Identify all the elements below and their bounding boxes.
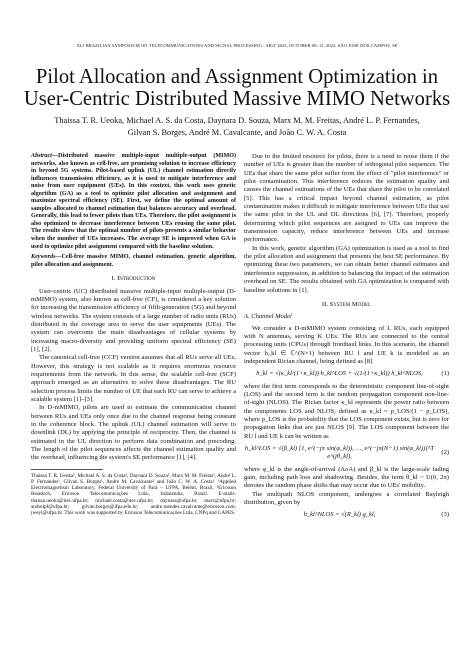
equation-2 (244, 445, 449, 462)
equation-2-body: h_kl^LOS = √(β_kl) [1, e^(−jπ sin(φ_kl)), …, e^(−jπ(N−1) sin(φ_kl))]^T e^(jθ_kl), (244, 445, 435, 461)
equation-3-body: h_kl^NLOS = √(R_kl) g_kl, (303, 511, 376, 519)
abstract (31, 153, 236, 251)
abstract-text: —Distributed massive multiple-input multiple-output (MIMO) networks, also known as cell-free, are promising solution to increase efficiency in beyond 5G systems. Pilot-based uplink (UL) channel estimation directly influences transmission efficiency, as it is used to mitigate interference and noise from user equipment (UEs). In this context, this work uses genetic algorithm (GA) as a tool to optimize pilot allocation and assignment and maximize spectral efficiency (SE). First, we define the optimal amount of samples allocated to channel estimation that balances accuracy and overhead. Generally, this lead to fewer pilots than UEs. Therefore, the pilot assignment is also optimized to decrease interference between UEs reusing the same pilot. The results show that the optimal number of pilots presents a similar behavior when the number of UEs increases. The average SE is improved when GA is used to optimize pilot assignment compared with the baseline solution. (31, 153, 236, 250)
equation-1-number: (1) (441, 370, 449, 378)
intro-paragraph-3: In D-mMIMO, pilots are used to estimate the communication channel between RUs and UEs only once due to the channel response being constant in the coherence block. The uplink (UL) channel estimation will serve to downlink (DL) by applying the principle of reciprocity. Then, the channel is estimated in the UL direction to perform data combination and precoding. The length of the pilot sequences affects the channel estimation quality and the overhead, influencing the system's SE performance [1], [4]. (31, 404, 236, 462)
conference-header: XLI BRAZILIAN SYMPOSIUM ON TELECOMMUNICATIONS AND SIGNAL PROCESSING - SBrT 2023, OCTOBER 08–11, 2023, SÃO JOSÉ DOS CAMPOS, SP (76, 43, 398, 48)
equation-3-number: (3) (441, 511, 449, 519)
intro-paragraph-1: User-centric (UC) distributed massive multiple-input multiple-output (D-mMIMO) system, also known as cell-free (CF), is considered a key solution for increasing the transmission efficiency of fifth-generation (5G) and beyond wireless networks. The system consists of a large number of radio units (RUs) distributed in the coverage area to serve the user equipments (UEs). The system can overcome the main disadvantages of cellular systems by increasing macro-diversity and providing uniform spectral efficiency (SE) [1], [2]. (31, 287, 236, 353)
equation-3 (244, 511, 449, 519)
section-heading-system-model: II. System Model (321, 300, 372, 308)
author-footnote: Thaissa T. R. Ueoka¹, Michael A. S. da Costa¹, Daynara D. Souza¹, Marx M. M. Freitas¹, André L. P. Fernandes¹, Gilvan S. Borges¹, André M. Cavalcante² and João C. W. A. Costa¹. ¹Applied Electromagnetism Laboratory, Federal University of Pará – UFPA, Belém, Brazil, ²Ericsson Research, Ericsson Telecomunicações Ltda., Indaiatuba, Brazil. E-mails: thaissa.ueoka@itec.ufpa.br; michael.costa@itec.ufpa.br; daynara@ufpa.br; marx@ufpa.br; andrelpf@ufpa.br; gilvan.borges@ifpa.edu.br; andre.mendes.cavalcante@ericsson.com; jweyl@ufpa.br. This work was supported by Ericsson Telecomunicações Ltda, CNPq and CAPES. (31, 472, 236, 516)
model-paragraph-2: where the first term corresponds to the deterministic component line-of-sight (LOS) and the second term is the random propagation component non-line-of-sight (NLOS). The Rician factor κ_kl represents the power ratio between the components LOS and NLOS, defined as κ_kl = p_LOS/(1 − p_LOS), where p_LOS is the probability that the LOS component exists, but is zero for propagation links that are just NLOS [9]. The LOS component between the RU l and UE k can be written as (244, 382, 449, 440)
title-line-1: Pilot Allocation and Assignment Optimization in (35, 66, 439, 88)
left-column (31, 153, 236, 516)
subsection-heading-channel-model: A. Channel Model (244, 313, 292, 321)
right-column (244, 153, 449, 524)
paper-title (20, 66, 454, 110)
abstract-label: Abstract (31, 153, 52, 159)
keywords-label: Keywords (31, 254, 56, 261)
equation-1-body: h_kl = √(κ_kl/(1+κ_kl)) h_kl^LOS + √(1/(1+κ_kl)) h_kl^NLOS, (256, 370, 423, 378)
authors-line-1: Thaissa T. R. Ueoka, Michael A. S. da Costa, Daynara D. Souza, Marx M. M. Freitas, André L. P. Fernandes, (54, 116, 420, 125)
keywords-text: —Cell-free massive MIMO, channel estimation, genetic algorithm, pilot allocation and assignment. (31, 254, 236, 268)
intro-paragraph-2: The canonical cell-free (CCF) version assumes that all RUs serve all UEs. However, this strategy is not scalable as it requires enormous resource requirements from the network. In this sense, the scalable cell-free (SCF) approach emerged as an alternative to solve these disadvantages. The RU selection process limits the number of UE that each RU can serve to achieve a scalable system [1]–[3]. (31, 354, 236, 404)
section-heading-introduction: I. Introduction (111, 275, 156, 283)
model-paragraph-4: The multipath NLOS component, undergoes a correlated Rayleigh distribution, given by (244, 490, 449, 507)
equation-2-number: (2) (441, 449, 449, 457)
intro-paragraph-4: Due to the limited resource for pilots, there is a need to reuse them if the number of UEs is greater than the number of orthogonal pilot sequences. The UEs that share the same pilot suffer from the effect of "pilot interference" or pilot contamination. This interference reduces the estimation quality and causes the channel estimations of the UEs that share the pilot to be correlated [5]. This has a critical impact beyond channel estimation, as pilot contamination makes it difficult to mitigate interference between UEs that use the same pilot in the UL and DL directions [6], [7]. Therefore, properly determining which pilot sequences are assigned to UEs can improve the transmission capacity, reduce interference between UEs and increase performance. (244, 153, 449, 244)
title-line-2: User-Centric Distributed Massive MIMO Networks (23, 88, 451, 110)
equation-1 (244, 370, 449, 378)
intro-paragraph-5: In this work, genetic algorithm (GA) optimization is used as a tool to find the pilot allocation and assignment that presents the best SE performance. By optimizing these two parameters, we can obtain better channel estimates and interference suppression, in addition to balancing the impact of the estimation overhead on SE. The results obtained with GA optimization is compared with baseline solutions in [1]. (244, 244, 449, 294)
author-list (24, 115, 450, 138)
model-paragraph-1: We consider a D-mMIMO system consisting of L RUs, each equipped with N antennas, serving K UEs. The RUs are connected to the central processing units (CPUs) through fronthaul links. In this scenario, the channel vector h_kl ∈ ℂ^(N×1) between RU l and UE k is modeled as an independent Rician channel, being defined as [8] (244, 324, 449, 365)
footnote-rule (31, 469, 103, 470)
keywords (31, 254, 236, 269)
model-paragraph-3: where φ_kl is the angle-of-arrival (AoA) and β_kl is the large-scale fading gain, including path loss and shadowing. Besides, the term θ_kl ~ U(0, 2π) denotes the random phase shifts that may occur due to UEs' mobility. (244, 465, 449, 490)
authors-line-2: Gilvan S. Borges, André M. Cavalcante, and João C. W. A. Costa (127, 127, 347, 137)
